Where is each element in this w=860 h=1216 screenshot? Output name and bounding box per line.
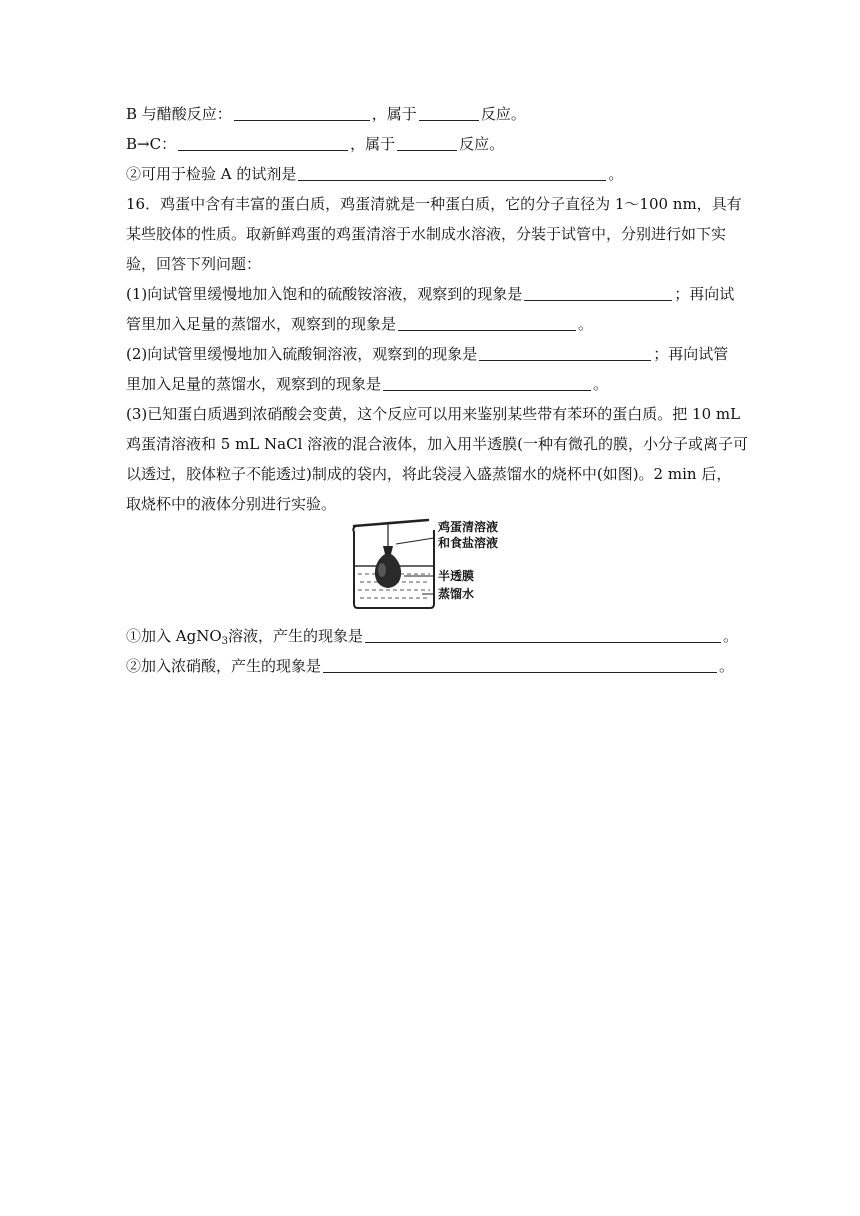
- line-b-acetic-acid: [126, 104, 526, 124]
- text: 管里加入足量的蒸馏水，观察到的现象是: [126, 315, 397, 333]
- answer-blank[interactable]: [298, 166, 606, 181]
- text: 。: [578, 315, 594, 333]
- part3-line-1: (3)已知蛋白质遇到浓硝酸会变黄，这个反应可以用来鉴别某些带有苯环的蛋白质。把 10 mL: [126, 405, 741, 423]
- text: ；再向试: [674, 285, 735, 303]
- text: ；再向试管: [653, 345, 729, 363]
- line-test-reagent: [126, 164, 623, 184]
- answer-blank[interactable]: [479, 346, 651, 361]
- answer-blank[interactable]: [397, 136, 457, 151]
- text: B 与醋酸反应：: [126, 105, 232, 123]
- beaker-figure: [346, 516, 516, 612]
- part2-line-2: [126, 374, 608, 394]
- figure-label-salt-solution: 和食盐溶液: [438, 536, 499, 550]
- text: ①加入 AgNO: [126, 627, 222, 645]
- answer-blank[interactable]: [524, 286, 672, 301]
- line-b-to-c: [126, 134, 504, 154]
- answer-blank[interactable]: [365, 628, 721, 643]
- part2-line-1: [126, 344, 728, 364]
- answer-blank[interactable]: [178, 136, 348, 151]
- figure-label-distilled-water: 蒸馏水: [438, 587, 475, 601]
- part1-line-1: [126, 284, 734, 304]
- text: 。: [608, 165, 624, 183]
- text: 。: [593, 375, 609, 393]
- part3-line-2: 鸡蛋清溶液和 5 mL NaCl 溶液的混合液体，加入用半透膜(一种有微孔的膜，小分子或离子可: [126, 435, 748, 453]
- text: (1)向试管里缓慢地加入饱和的硫酸铵溶液，观察到的现象是: [126, 285, 523, 303]
- part1-line-2: [126, 314, 593, 334]
- figure-label-membrane: 半透膜: [438, 569, 475, 583]
- answer-blank[interactable]: [234, 106, 370, 121]
- subscript: 3: [221, 636, 229, 647]
- q16-line-2: 某些胶体的性质。取新鲜鸡蛋的鸡蛋清溶于水制成水溶液，分装于试管中，分别进行如下实: [126, 225, 727, 243]
- text: 里加入足量的蒸馏水，观察到的现象是: [126, 375, 382, 393]
- figure-label-egg-white: 鸡蛋清溶液: [438, 520, 499, 534]
- text: ，属于: [371, 105, 417, 123]
- text: 反应。: [459, 135, 505, 153]
- part3-line-3: 以透过，胶体粒子不能透过)制成的袋内，将此袋浸入盛蒸馏水的烧杯中(如图)。2 min 后，: [126, 465, 732, 483]
- text: (2)向试管里缓慢地加入硫酸铜溶液，观察到的现象是: [126, 345, 478, 363]
- text: 。: [723, 627, 739, 645]
- sub2-line: [126, 656, 734, 676]
- part3-line-4: 取烧杯中的液体分别进行实验。: [126, 495, 337, 513]
- text: ②加入浓硝酸，产生的现象是: [126, 657, 322, 675]
- answer-blank[interactable]: [419, 106, 479, 121]
- sub1-line: [126, 626, 738, 646]
- text: 反应。: [480, 105, 526, 123]
- q16-line-1: 16．鸡蛋中含有丰富的蛋白质，鸡蛋清就是一种蛋白质，它的分子直径为 1～100 nm，具有: [126, 195, 742, 213]
- text: 溶液，产生的现象是: [228, 627, 364, 645]
- q16-line-3: 验，回答下列问题：: [126, 255, 262, 273]
- answer-blank[interactable]: [323, 658, 717, 673]
- text: ，属于: [350, 135, 396, 153]
- answer-blank[interactable]: [383, 376, 591, 391]
- text: 。: [719, 657, 735, 675]
- answer-blank[interactable]: [398, 316, 576, 331]
- text: B→C：: [126, 135, 177, 153]
- text: ②可用于检验 A 的试剂是: [126, 165, 297, 183]
